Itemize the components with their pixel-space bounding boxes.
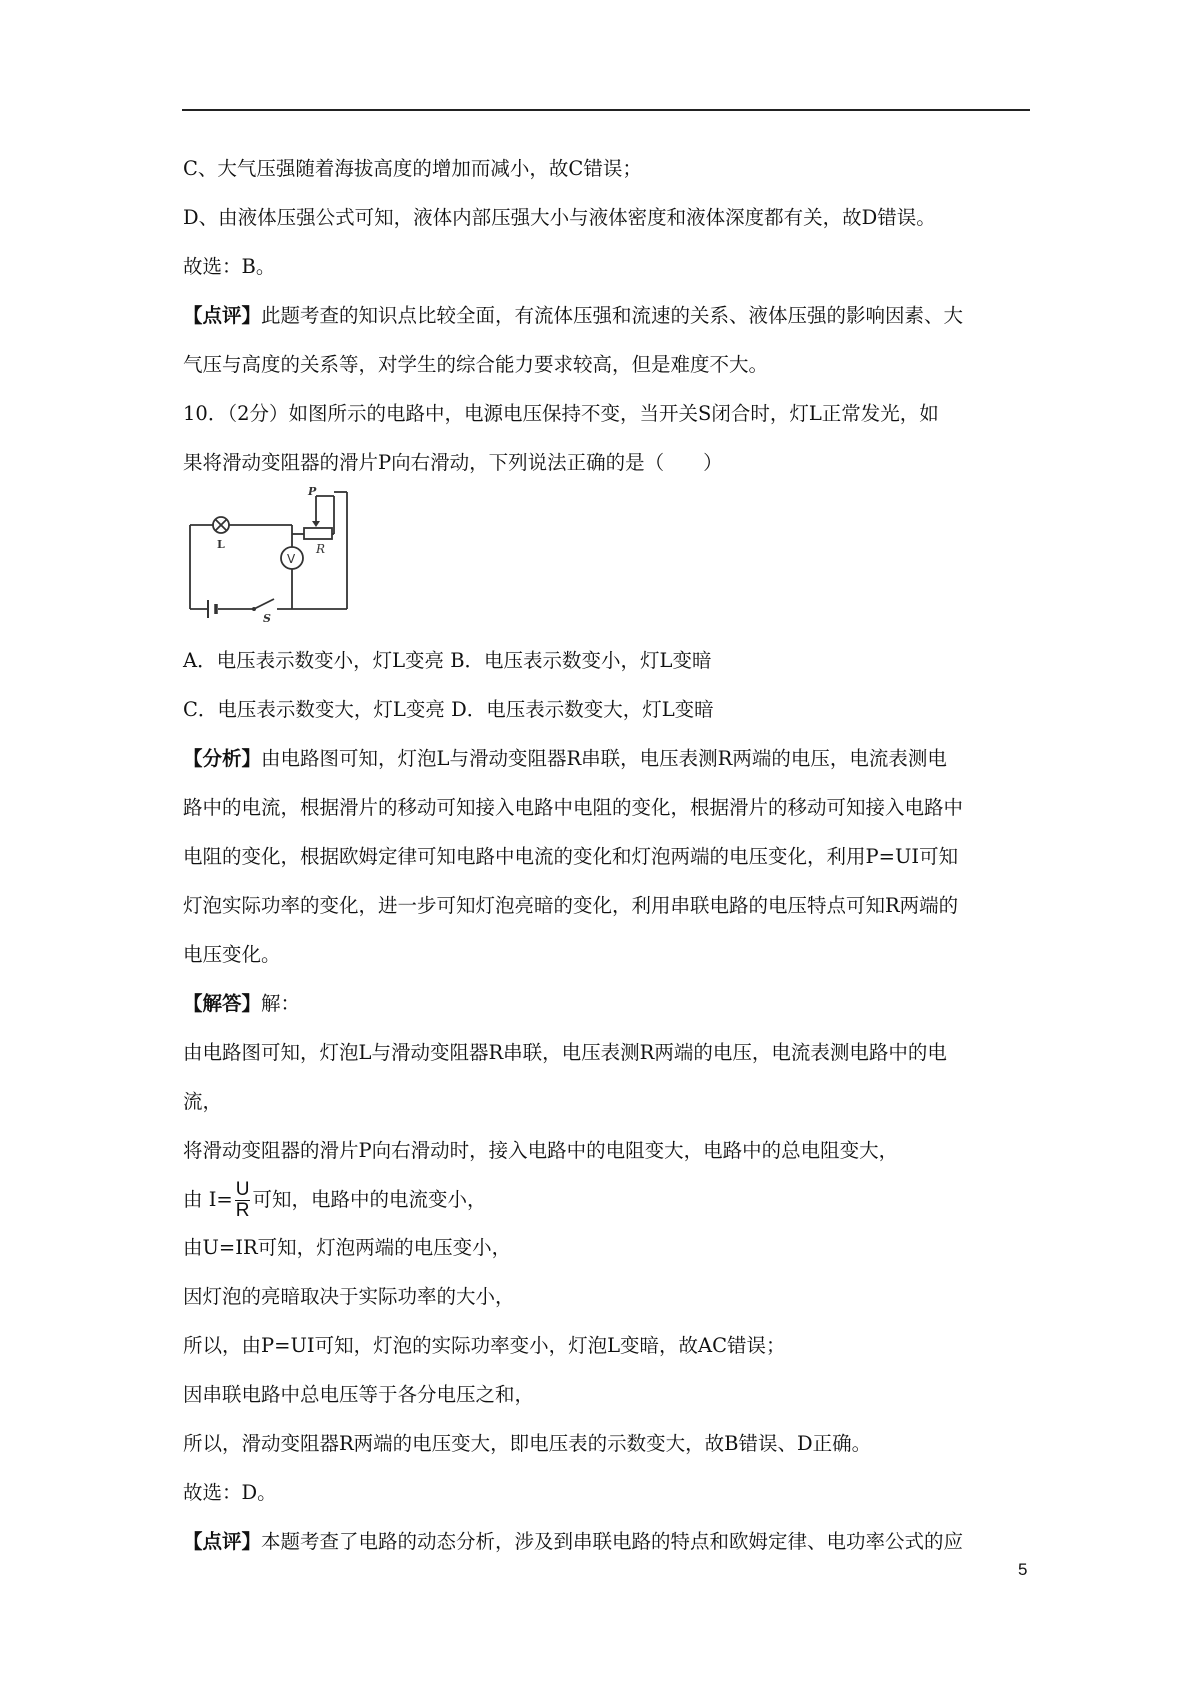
label-v: V: [287, 552, 296, 566]
text-line: 将滑动变阻器的滑片P向右滑动时，接入电路中的电阻变大，电路中的总电阻变大，: [183, 1139, 899, 1162]
text-line: 所以，由P=UI可知，灯泡的实际功率变小，灯泡L变暗，故AC错误；: [183, 1334, 786, 1357]
text-line: 流，: [183, 1090, 223, 1113]
formula-line: [183, 1177, 487, 1223]
label-s: S: [263, 612, 271, 622]
text-line: 电压变化。: [183, 943, 281, 966]
option-line: A．电压表示数变小，灯L变亮 B．电压表示数变小，灯L变暗: [183, 649, 712, 672]
header-rule: [182, 109, 1030, 111]
text-line: 由电路图可知，灯泡L与滑动变阻器R串联，电压表测R两端的电压，电流表测电路中的电: [183, 1041, 947, 1064]
text-line: D、由液体压强公式可知，液体内部压强大小与液体密度和液体深度都有关，故D错误。: [183, 206, 936, 229]
label-r: R: [316, 542, 326, 556]
text-line: 灯泡实际功率的变化，进一步可知灯泡亮暗的变化，利用串联电路的电压特点可知R两端的: [183, 894, 959, 917]
label-l: L: [217, 538, 225, 551]
fraction-numerator: U: [235, 1179, 250, 1200]
text-line: [183, 747, 947, 771]
text-line: 故选：B。: [183, 255, 276, 278]
text-span: 本题考查了电路的动态分析，涉及到串联电路的特点和欧姆定律、电功率公式的应: [261, 1530, 964, 1553]
analysis-tag: 【分析】: [183, 747, 262, 770]
text-span: 由 I=: [183, 1188, 233, 1211]
fraction-denominator: R: [235, 1200, 250, 1221]
text-line: 气压与高度的关系等，对学生的综合能力要求较高，但是难度不大。: [183, 353, 769, 376]
text-line: 电阻的变化，根据欧姆定律可知电路中电流的变化和灯泡两端的电压变化，利用P=UI可知: [183, 845, 959, 868]
text-line: [183, 992, 300, 1016]
comment-tag: 【点评】: [183, 1530, 262, 1553]
option-line: C．电压表示数变大，灯L变亮 D．电压表示数变大，灯L变暗: [183, 698, 714, 721]
text-line: 路中的电流，根据滑片的移动可知接入电路中电阻的变化，根据滑片的移动可知接入电路中: [183, 796, 964, 819]
page-number: 5: [1018, 1560, 1028, 1579]
comment-tag: 【点评】: [183, 304, 262, 327]
circuit-diagram: [182, 484, 372, 622]
answer-tag: 【解答】: [183, 992, 262, 1015]
question-line: 10．（2分）如图所示的电路中，电源电压保持不变，当开关S闭合时，灯L正常发光，如: [183, 402, 939, 425]
text-line: 所以，滑动变阻器R两端的电压变大，即电压表的示数变大，故B错误、D正确。: [183, 1432, 872, 1455]
text-line: 因灯泡的亮暗取决于实际功率的大小，: [183, 1285, 515, 1308]
text-span: 解：: [261, 992, 301, 1015]
label-p: P: [308, 485, 317, 498]
text-line: 由U=IR可知，灯泡两端的电压变小，: [183, 1236, 512, 1259]
text-span: 由电路图可知，灯泡L与滑动变阻器R串联，电压表测R两端的电压，电流表测电: [261, 747, 947, 770]
text-line: 故选：D。: [183, 1481, 277, 1504]
text-line: 因串联电路中总电压等于各分电压之和，: [183, 1383, 535, 1406]
text-line: [183, 304, 963, 328]
text-span: 可知，电路中的电流变小，: [252, 1188, 487, 1211]
text-line: C、大气压强随着海拔高度的增加而减小，故C错误；: [183, 157, 642, 180]
fraction: [235, 1180, 251, 1221]
text-span: 此题考查的知识点比较全面，有流体压强和流速的关系、液体压强的影响因素、大: [261, 304, 964, 327]
text-line: [183, 1530, 963, 1554]
question-line: 果将滑动变阻器的滑片P向右滑动，下列说法正确的是（ ）: [183, 451, 723, 474]
